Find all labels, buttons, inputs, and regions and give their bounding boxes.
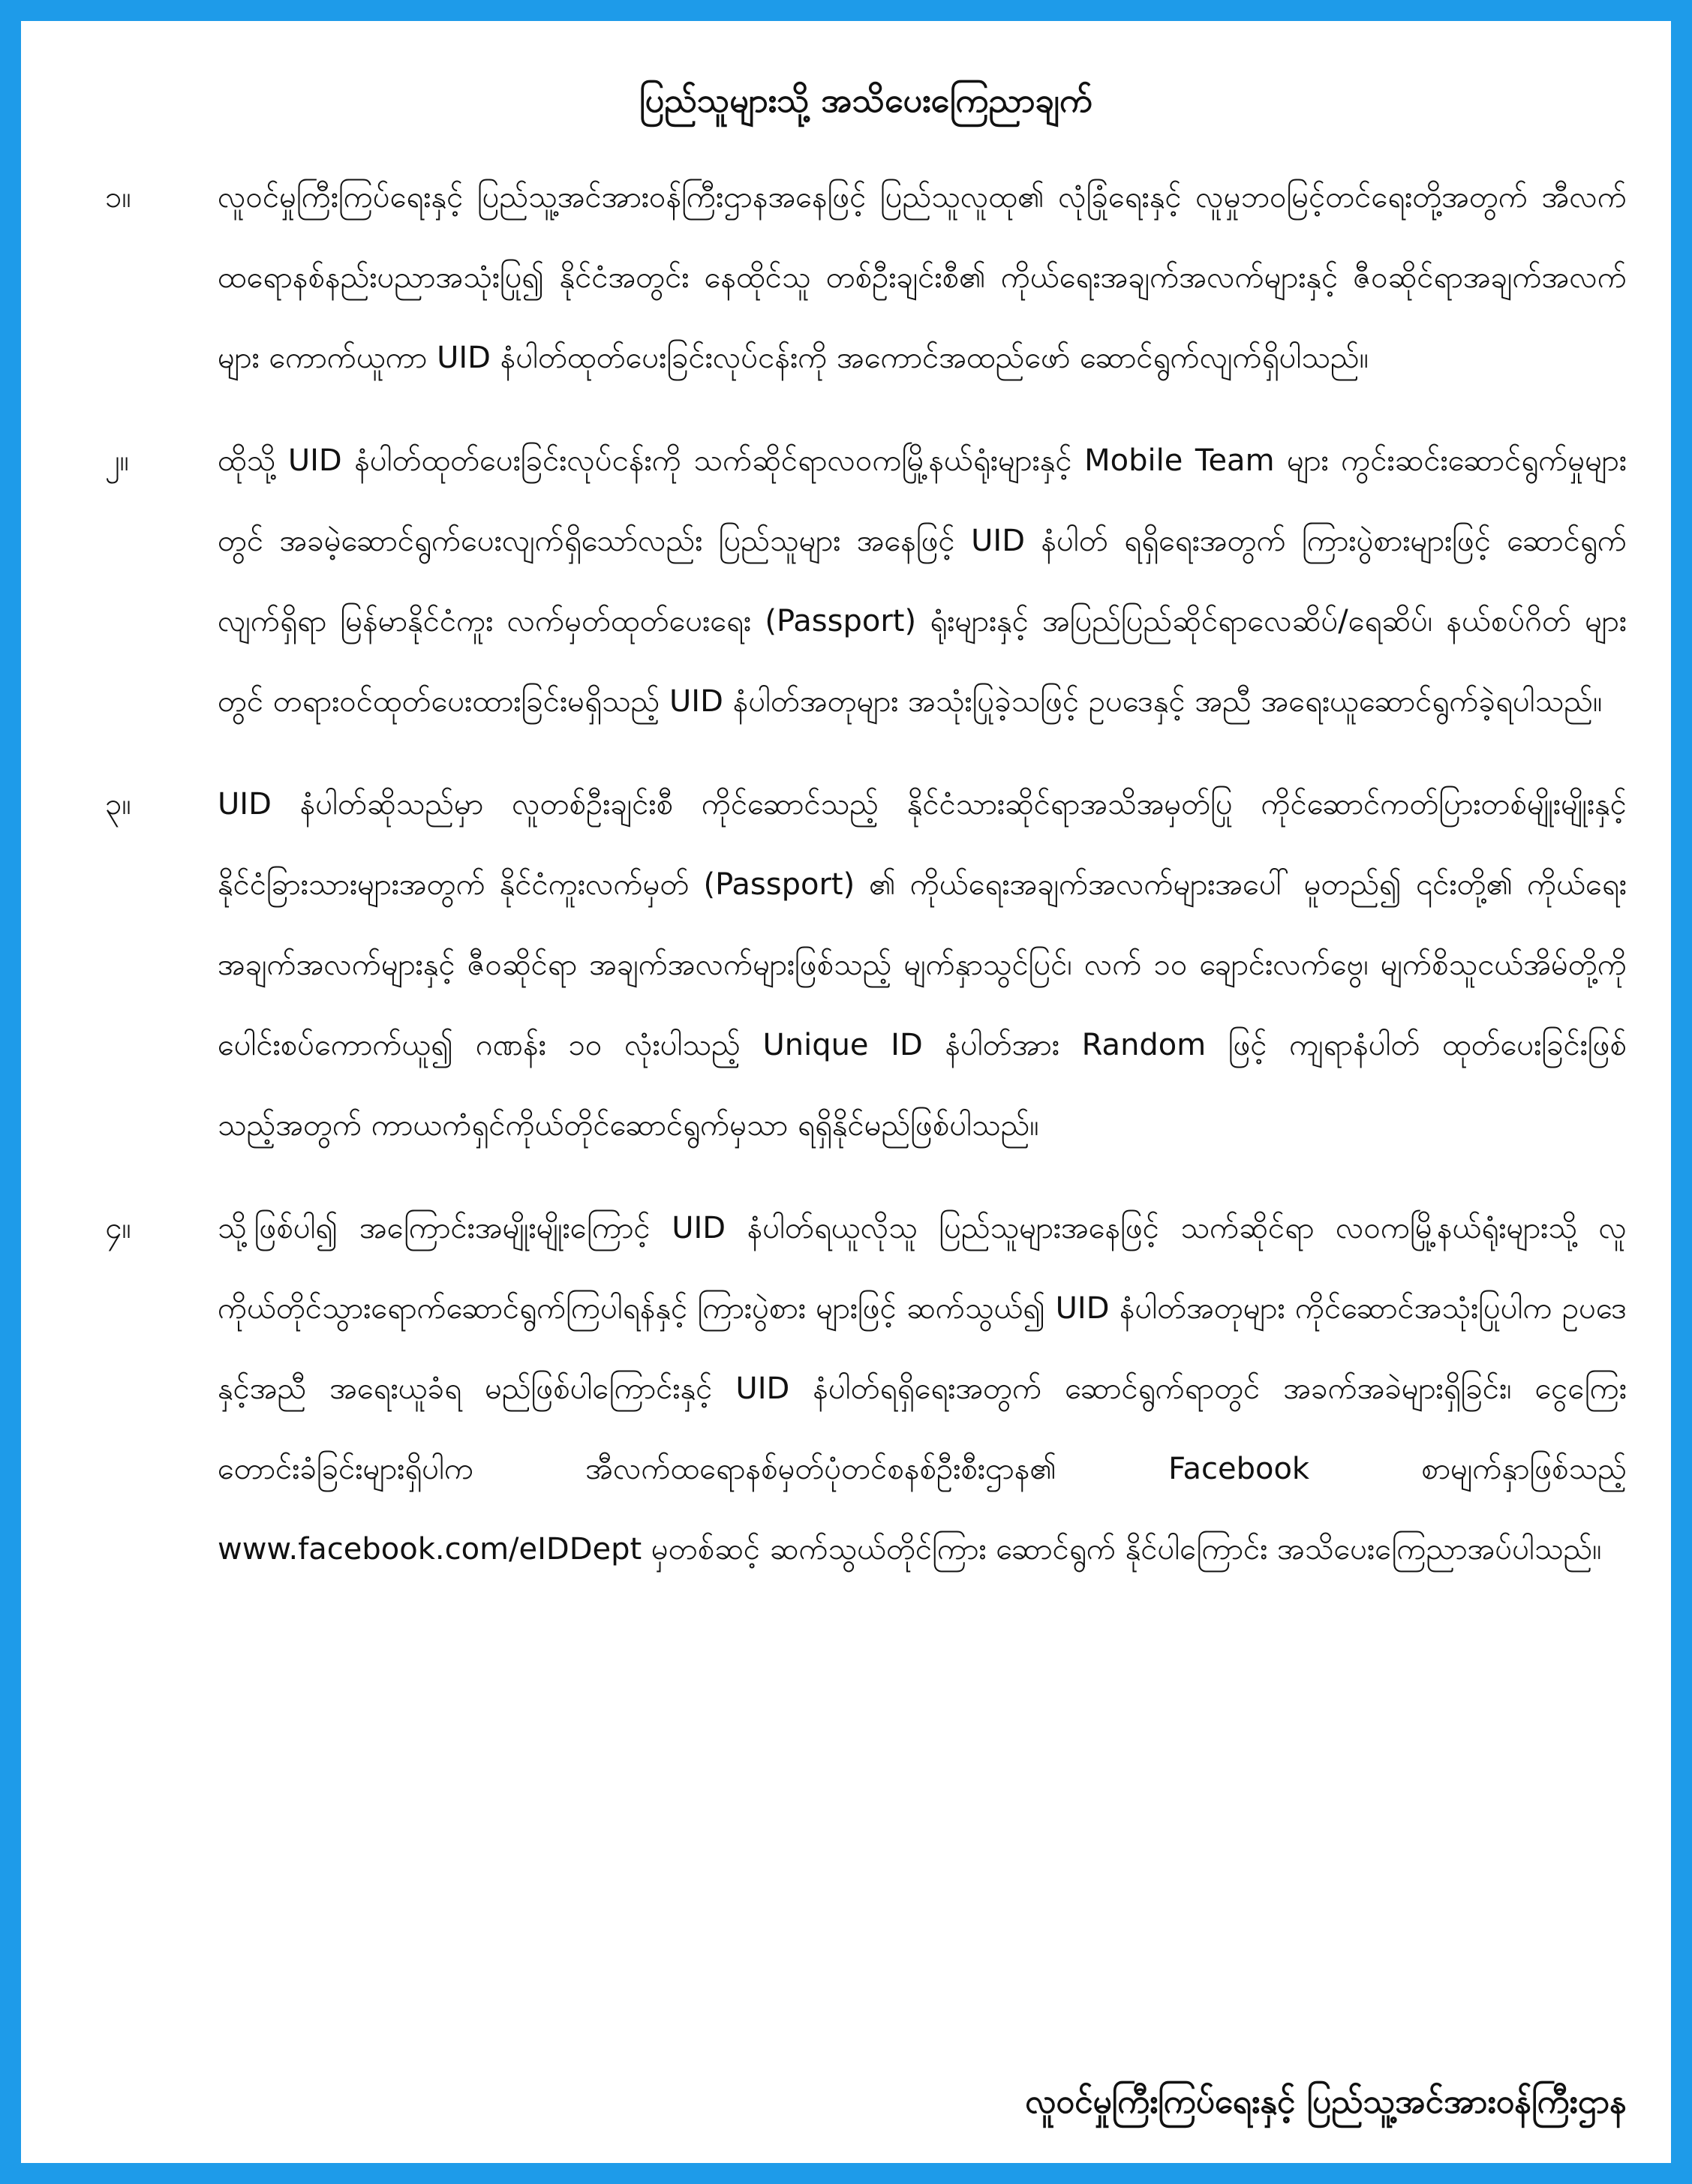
paragraph-number: ၃။ [105,787,131,822]
paragraph-1 [105,158,1627,398]
paragraph-text: ထိုသို့ UID နံပါတ်ထုတ်ပေးခြင်းလုပ်ငန်းကို သက်ဆိုင်ရာလဝကမြို့နယ်ရုံးများနှင့် Mobile Team များ ကွင်းဆင်းဆောင်ရွက်မှုများတွင် အခမဲ့ဆောင်ရွက်ပေးလျက်ရှိသော်လည်း ပြည်သူများ အနေဖြင့် UID နံပါတ် ရရှိရေးအတွက် ကြားပွဲစားများဖြင့် ဆောင်ရွက်လျက်ရှိရာ မြန်မာနိုင်ငံကူး လက်မှတ်ထုတ်ပေးရေး (Passport) ရုံးများနှင့် အပြည်ပြည်ဆိုင်ရာလေဆိပ်/ရေဆိပ်၊ နယ်စပ်ဂိတ် များတွင် တရားဝင်ထုတ်ပေးထားခြင်းမရှိသည့် UID နံပါတ်အတုများ အသုံးပြုခဲ့သဖြင့် ဥပဒေနှင့် အညီ အရေးယူဆောင်ရွက်ခဲ့ရပါသည်။ [218,443,1627,719]
signature: လူဝင်မှုကြီးကြပ်ရေးနှင့် ပြည်သူ့အင်အားဝန်ကြီးဌာန [1025,2083,1627,2121]
paragraph-number: ၄။ [105,1211,131,1245]
notice-document [105,74,1627,2159]
paragraph-number: ၁။ [105,180,131,215]
paragraph-2 [105,421,1627,742]
paragraph-text: သို့ဖြစ်ပါ၍ အကြောင်းအမျိုးမျိုးကြောင့် UID နံပါတ်ရယူလိုသူ ပြည်သူများအနေဖြင့် သက်ဆိုင်ရာ လဝကမြို့နယ်ရုံးများသို့ လူကိုယ်တိုင်သွားရောက်ဆောင်ရွက်ကြပါရန်နှင့် ကြားပွဲစား များဖြင့် ဆက်သွယ်၍ UID နံပါတ်အတုများ ကိုင်ဆောင်အသုံးပြုပါက ဥပဒေနှင့်အညီ အရေးယူခံရ မည်ဖြစ်ပါကြောင်းနှင့် UID နံပါတ်ရရှိရေးအတွက် ဆောင်ရွက်ရာတွင် အခက်အခဲများရှိခြင်း၊ ငွေကြေးတောင်းခံခြင်းများရှိပါက အီလက်ထရောနစ်မှတ်ပုံတင်စနစ်ဦးစီးဌာန၏ Facebook စာမျက်နှာဖြစ်သည့် www.facebook.com/eIDDept မှတစ်ဆင့် ဆက်သွယ်တိုင်ကြား ဆောင်ရွက် နိုင်ပါကြောင်း အသိပေးကြေညာအပ်ပါသည်။ [218,1211,1627,1567]
paragraph-4 [105,1188,1627,1590]
paragraph-text: UID နံပါတ်ဆိုသည်မှာ လူတစ်ဦးချင်းစီ ကိုင်ဆောင်သည့် နိုင်ငံသားဆိုင်ရာအသိအမှတ်ပြု ကိုင်ဆောင်ကတ်ပြားတစ်မျိုးမျိုးနှင့် နိုင်ငံခြားသားများအတွက် နိုင်ငံကူးလက်မှတ် (Passport) ၏ ကိုယ်ရေးအချက်အလက်များအပေါ် မူတည်၍ ၎င်းတို့၏ ကိုယ်ရေးအချက်အလက်များနှင့် ဇီဝဆိုင်ရာ အချက်အလက်များဖြစ်သည့် မျက်နှာသွင်ပြင်၊ လက် ၁၀ ချောင်းလက်ဗွေ၊ မျက်စိသူငယ်အိမ်တို့ကို ပေါင်းစပ်ကောက်ယူ၍ ဂဏန်း ၁၀ လုံးပါသည့် Unique ID နံပါတ်အား Random ဖြင့် ကျရာနံပါတ် ထုတ်ပေးခြင်းဖြစ်သည့်အတွက် ကာယကံရှင်ကိုယ်တိုင်ဆောင်ရွက်မှသာ ရရှိနိုင်မည်ဖြစ်ပါသည်။ [218,787,1627,1143]
paragraph-text: လူဝင်မှုကြီးကြပ်ရေးနှင့် ပြည်သူ့အင်အားဝန်ကြီးဌာနအနေဖြင့် ပြည်သူလူထု၏ လုံခြုံရေးနှင့် လူမှုဘဝမြင့်တင်ရေးတို့အတွက် အီလက်ထရောနစ်နည်းပညာအသုံးပြု၍ နိုင်ငံအတွင်း နေထိုင်သူ တစ်ဦးချင်းစီ၏ ကိုယ်ရေးအချက်အလက်များနှင့် ဇီဝဆိုင်ရာအချက်အလက်များ ကောက်ယူကာ UID နံပါတ်ထုတ်ပေးခြင်းလုပ်ငန်းကို အကောင်အထည်ဖော် ဆောင်ရွက်လျက်ရှိပါသည်။ [218,180,1627,375]
paragraph-3 [105,765,1627,1166]
notice-title: ပြည်သူများသို့ အသိပေးကြေညာချက် [639,80,1092,120]
paragraph-number: ၂။ [105,443,129,478]
